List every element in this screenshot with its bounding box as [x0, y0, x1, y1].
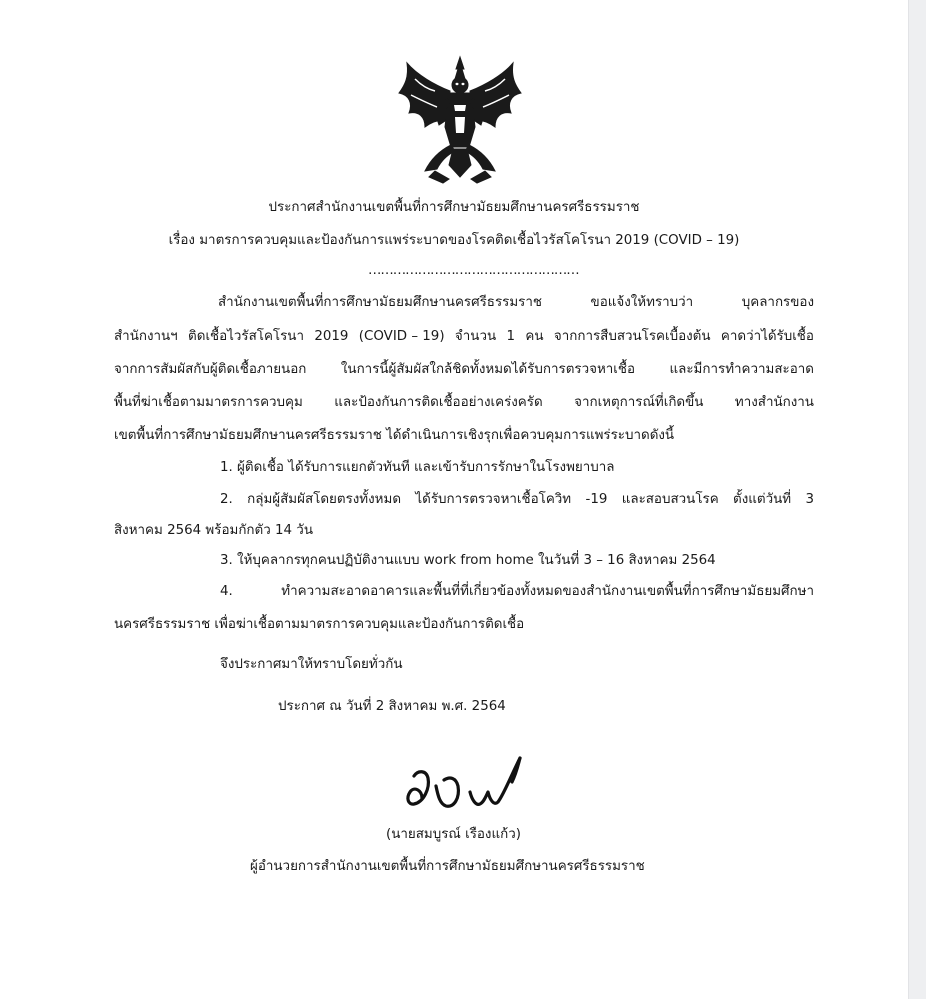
- list-item-4-line-2: นครศรีธรรมราช เพื่อฆ่าเชื้อตามมาตรการควบคุมและป้องกันการติดเชื้อ: [114, 617, 525, 632]
- text-segment: จากการสืบสวนโรคเบื้องต้น: [553, 329, 711, 344]
- paragraph-1-line-3: [114, 361, 814, 379]
- text-segment: จำนวน: [454, 329, 497, 344]
- separator-dots: ……………………………………………: [368, 263, 579, 278]
- text-segment: 2.: [220, 492, 233, 507]
- list-item-2-line-2: สิงหาคม 2564 พร้อมกักตัว 14 วัน: [114, 523, 313, 538]
- text-segment: (COVID – 19): [358, 329, 445, 344]
- signer-name: (นายสมบูรณ์ เรืองแก้ว): [386, 827, 521, 842]
- text-segment: สำนักงานฯ: [114, 329, 178, 344]
- list-item-4-line-1: [220, 583, 814, 601]
- text-segment: ตั้งแต่วันที่: [733, 492, 792, 507]
- text-segment: จากการสัมผัสกับผู้ติดเชื้อภายนอก: [114, 362, 307, 377]
- text-segment: 3: [805, 492, 814, 507]
- list-item-2-line-1: [220, 491, 814, 509]
- text-segment: คน: [525, 329, 544, 344]
- text-segment: จากเหตุการณ์ที่เกิดขึ้น: [574, 395, 704, 410]
- viewer-scroll-strip: [908, 0, 926, 999]
- text-segment: และป้องกันการติดเชื้ออย่างเคร่งครัด: [334, 395, 543, 410]
- garuda-emblem-icon: [395, 55, 525, 185]
- text-segment: บุคลากรของ: [741, 295, 814, 310]
- text-segment: ติดเชื้อไวรัสโคโรนา: [188, 329, 304, 344]
- announcement-subject: เรื่อง มาตรการควบคุมและป้องกันการแพร่ระบาดของโรคติดเชื้อไวรัสโคโรนา 2019 (COVID – 19): [168, 233, 740, 248]
- text-segment: พื้นที่ฆ่าเชื้อตามมาตรการควบคุม: [114, 395, 303, 410]
- text-segment: -19: [585, 492, 608, 507]
- list-item-1: 1. ผู้ติดเชื้อ ได้รับการแยกตัวทันที และเข้ารับการรักษาในโรงพยาบาล: [220, 460, 615, 475]
- text-segment: และมีการทำความสะอาด: [669, 362, 814, 377]
- text-segment: ทางสำนักงาน: [734, 395, 814, 410]
- text-segment: สำนักงานเขตพื้นที่การศึกษามัธยมศึกษานครศรีธรรมราช: [218, 295, 542, 310]
- paragraph-1-line-1: [218, 294, 814, 312]
- text-segment: กลุ่มผู้สัมผัสโดยตรงทั้งหมด: [247, 492, 402, 507]
- paragraph-1-line-5: เขตพื้นที่การศึกษามัธยมศึกษานครศรีธรรมราช ได้ดำเนินการเชิงรุกเพื่อควบคุมการแพร่ระบาดดังนี้: [114, 428, 675, 443]
- closing-text: จึงประกาศมาให้ทราบโดยทั่วกัน: [220, 657, 403, 672]
- list-item-3: 3. ให้บุคลากรทุกคนปฏิบัติงานแบบ work from home ในวันที่ 3 – 16 สิงหาคม 2564: [220, 553, 716, 568]
- signature-mark: [400, 752, 540, 818]
- text-segment: และสอบสวนโรค: [621, 492, 719, 507]
- announcement-title: ประกาศสำนักงานเขตพื้นที่การศึกษามัธยมศึกษานครศรีธรรมราช: [268, 200, 640, 215]
- text-segment: ทำความสะอาดอาคารและพื้นที่ที่เกี่ยวข้องทั้งหมดของสำนักงานเขตพื้นที่การศึกษามัธยมศึกษา: [281, 584, 814, 599]
- text-segment: 1: [506, 329, 516, 344]
- text-segment: คาดว่าได้รับเชื้อ: [720, 329, 814, 344]
- text-segment: 4.: [220, 584, 233, 599]
- paragraph-1-line-2: [114, 328, 814, 346]
- paragraph-1-line-4: [114, 394, 814, 412]
- text-segment: ขอแจ้งให้ทราบว่า: [590, 295, 694, 310]
- text-segment: 2019: [314, 329, 349, 344]
- announcement-date: ประกาศ ณ วันที่ 2 สิงหาคม พ.ศ. 2564: [278, 699, 506, 714]
- text-segment: ได้รับการตรวจหาเชื้อโควิท: [415, 492, 572, 507]
- signer-position: ผู้อำนวยการสำนักงานเขตพื้นที่การศึกษามัธยมศึกษานครศรีธรรมราช: [250, 859, 645, 874]
- text-segment: ในการนี้ผู้สัมผัสใกล้ชิดทั้งหมดได้รับการตรวจหาเชื้อ: [340, 362, 636, 377]
